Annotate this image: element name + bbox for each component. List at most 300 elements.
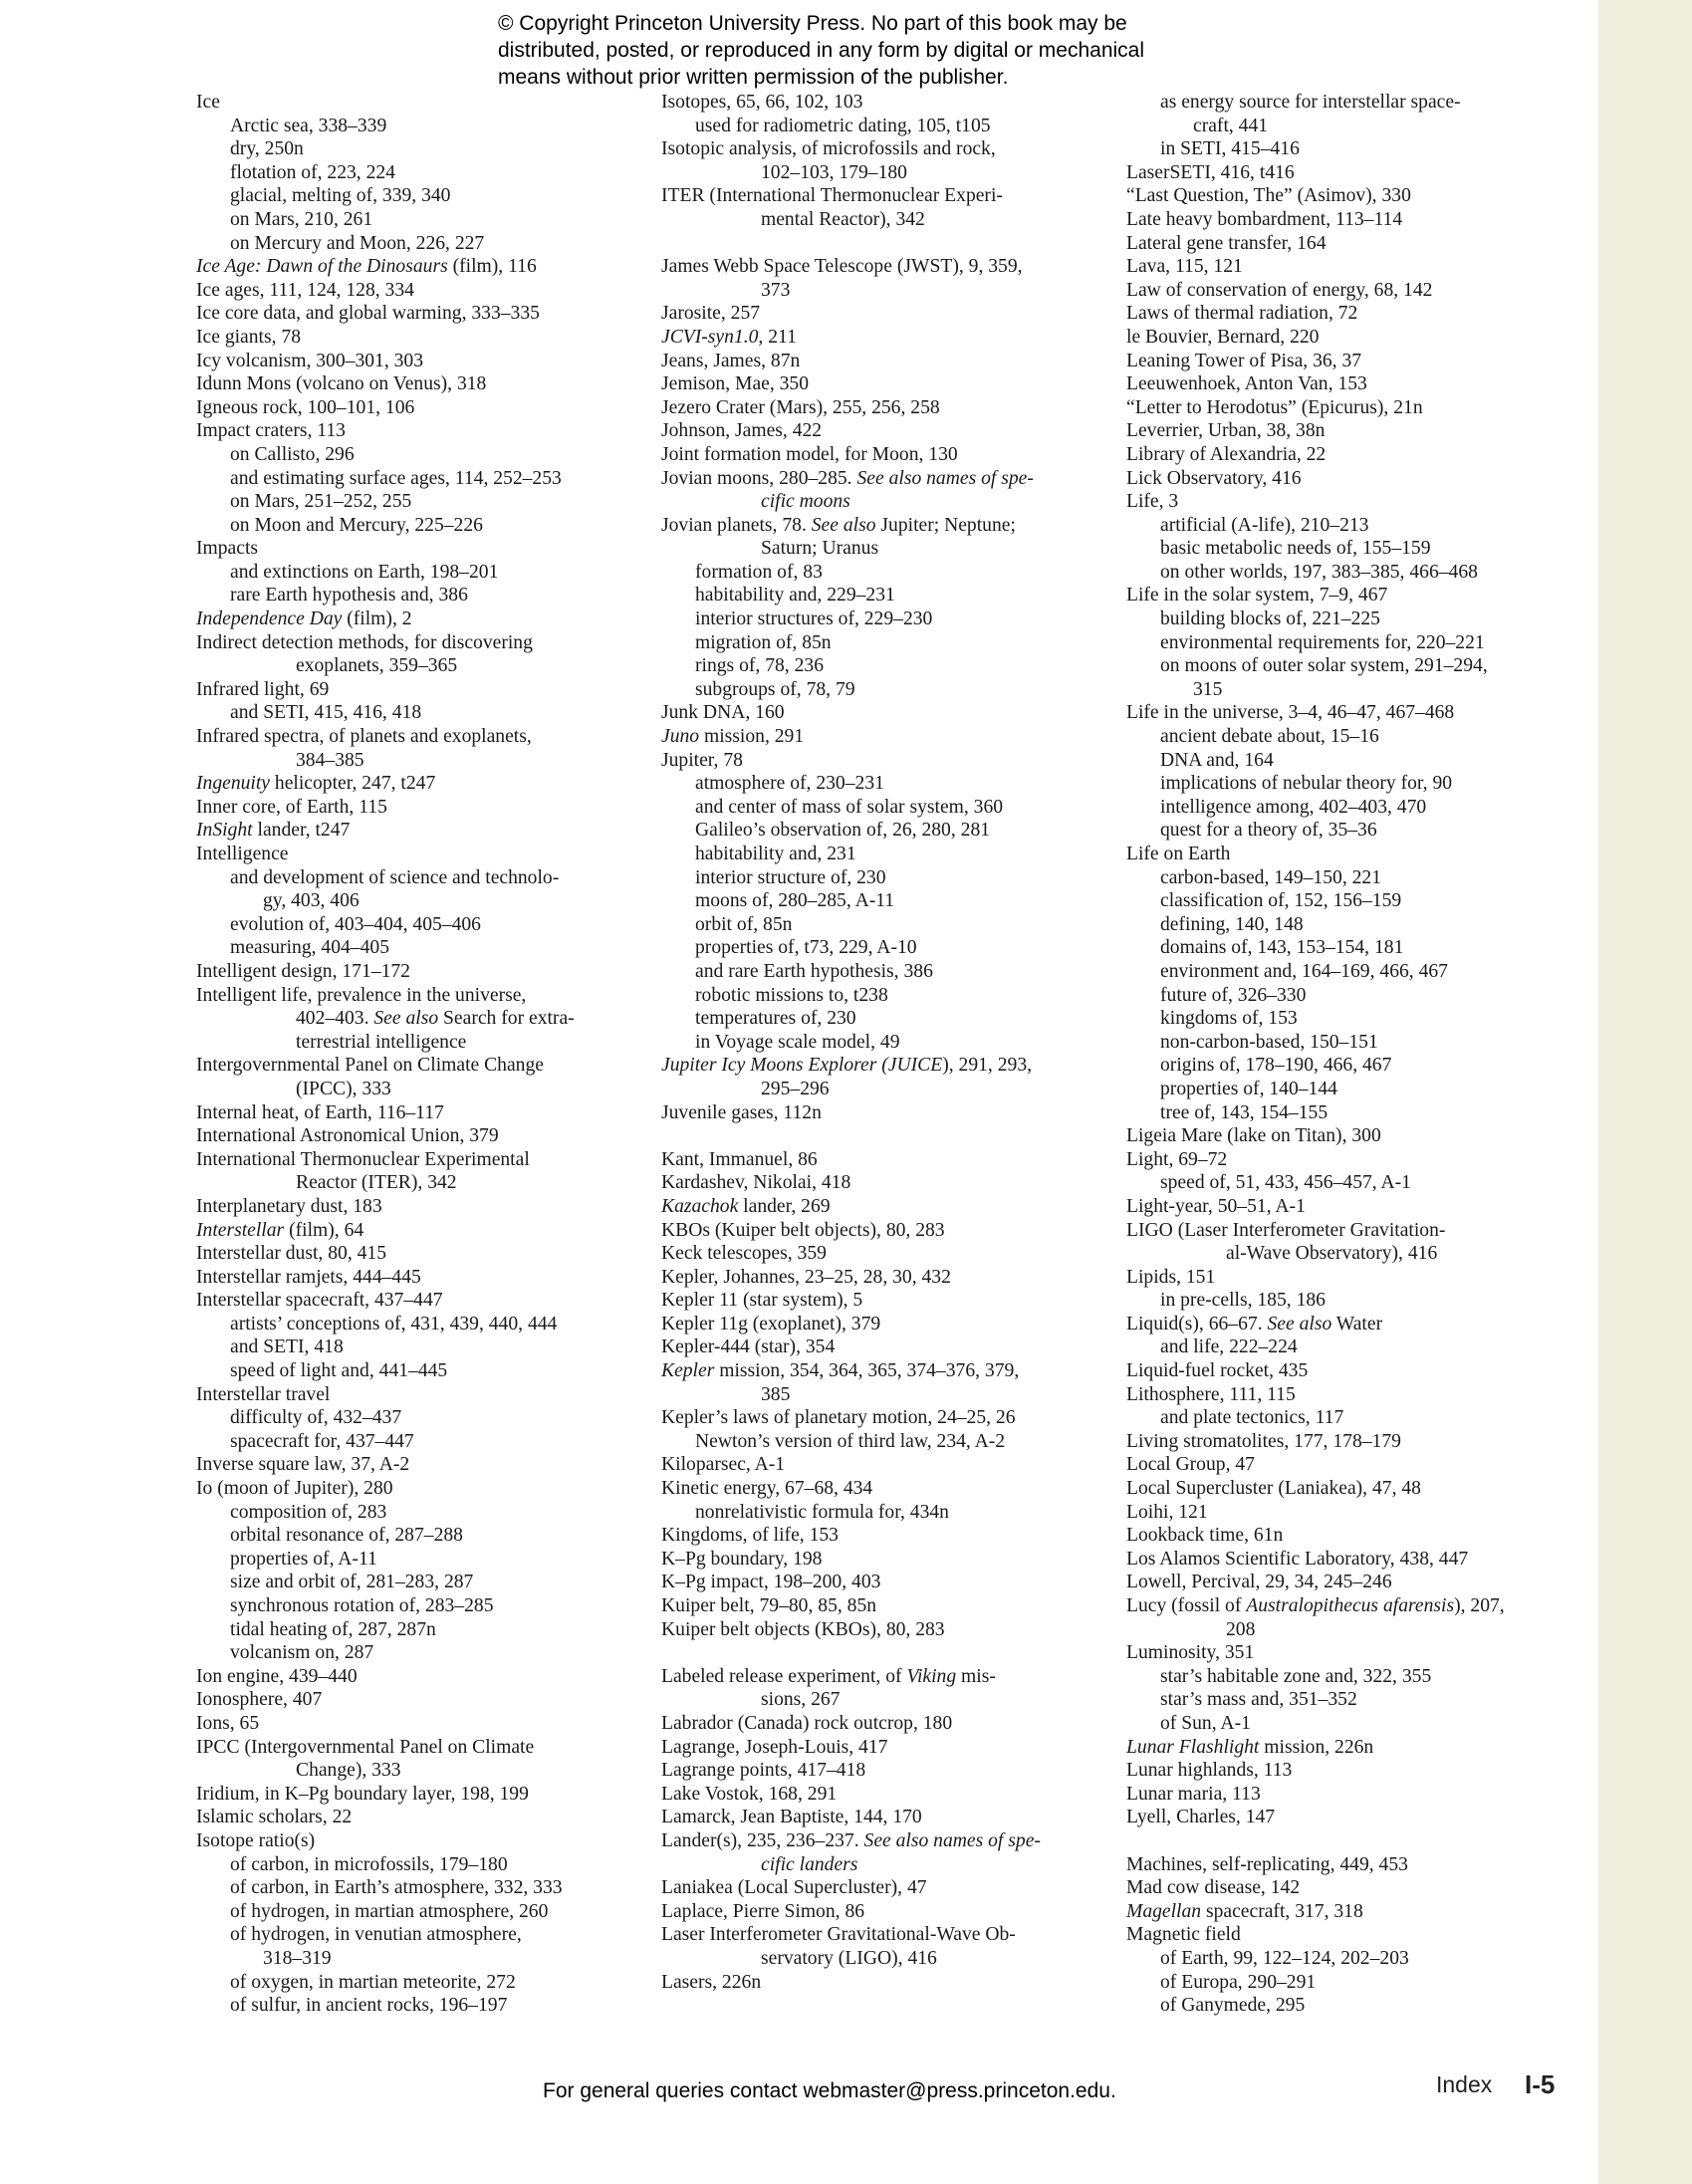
entry-text: interior structures of, 229–230 bbox=[695, 608, 933, 630]
entry-text: JCVI-syn1.0 bbox=[661, 326, 759, 348]
index-continuation bbox=[196, 889, 634, 913]
entry-text: Lava, 115, 121 bbox=[1126, 256, 1243, 278]
entry-text: Infrared light, 69 bbox=[196, 678, 330, 700]
entry-text: glacial, melting of, 339, 340 bbox=[230, 185, 451, 207]
entry-text: DNA and, 164 bbox=[1160, 749, 1274, 771]
index-entry bbox=[1126, 1219, 1565, 1243]
entry-text: Ice core data, and global warming, 333–335 bbox=[196, 303, 540, 325]
section-gap bbox=[661, 1641, 1099, 1665]
index-subentry bbox=[196, 443, 634, 467]
entry-text: InSight bbox=[196, 820, 253, 842]
entry-text: le Bouvier, Bernard, 220 bbox=[1126, 326, 1320, 348]
entry-text: composition of, 283 bbox=[230, 1501, 387, 1523]
index-entry bbox=[196, 960, 634, 984]
entry-text: domains of, 143, 153–154, 181 bbox=[1160, 937, 1404, 959]
index-subentry bbox=[196, 115, 634, 138]
entry-text: mission, 354, 364, 365, 374–376, 379, bbox=[714, 1360, 1020, 1382]
entry-text: Isotope ratio(s) bbox=[196, 1829, 316, 1851]
index-subentry bbox=[1126, 1007, 1565, 1031]
entry-text: and SETI, 415, 416, 418 bbox=[230, 702, 422, 724]
entry-text: Ice giants, 78 bbox=[196, 326, 302, 348]
entry-text: See also names of spe- bbox=[863, 1829, 1041, 1851]
index-subentry bbox=[196, 866, 634, 890]
index-entry bbox=[1126, 1548, 1565, 1572]
index-continuation bbox=[196, 1007, 634, 1031]
index-subentry bbox=[1126, 537, 1565, 561]
index-continuation bbox=[196, 1947, 634, 1971]
index-entry bbox=[661, 1219, 1099, 1243]
index-subentry bbox=[1126, 725, 1565, 749]
running-footer-section: Index bbox=[1436, 2071, 1493, 2097]
index-subentry bbox=[196, 490, 634, 514]
page-margin-strip bbox=[1598, 0, 1692, 2184]
entry-text: Local Group, 47 bbox=[1126, 1454, 1255, 1476]
index-subentry bbox=[661, 1007, 1099, 1031]
index-entry bbox=[661, 1618, 1099, 1642]
entry-text: as energy source for interstellar space- bbox=[1160, 92, 1461, 113]
index-subentry bbox=[661, 631, 1099, 655]
index-entry bbox=[661, 1665, 1099, 1689]
index-entry bbox=[1126, 326, 1565, 350]
index-entry bbox=[196, 725, 634, 749]
entry-text: Life in the solar system, 7–9, 467 bbox=[1126, 585, 1388, 607]
entry-text: Lander(s), 235, 236–237. bbox=[661, 1829, 864, 1851]
index-subentry bbox=[661, 913, 1099, 937]
entry-text: International Astronomical Union, 379 bbox=[196, 1125, 499, 1147]
entry-text: Kepler bbox=[661, 1360, 715, 1382]
index-entry bbox=[196, 843, 634, 866]
index-subentry bbox=[196, 1853, 634, 1877]
entry-text: star’s habitable zone and, 322, 355 bbox=[1160, 1665, 1432, 1687]
entry-text: properties of, t73, 229, A-10 bbox=[695, 937, 917, 959]
index-entry bbox=[661, 467, 1099, 491]
entry-text: Lucy (fossil of bbox=[1126, 1595, 1247, 1616]
index-entry bbox=[1126, 1195, 1565, 1219]
index-entry bbox=[1126, 443, 1565, 467]
index-subentry bbox=[1126, 1665, 1565, 1689]
entry-text: Inner core, of Earth, 115 bbox=[196, 796, 387, 818]
entry-text: Juno bbox=[661, 726, 700, 748]
contact-footer: For general queries contact webmaster@press.princeton.edu. bbox=[543, 2079, 1116, 2102]
entry-text: Impact craters, 113 bbox=[196, 420, 346, 442]
entry-text: 315 bbox=[1193, 678, 1223, 700]
index-continuation bbox=[661, 1853, 1099, 1877]
index-entry bbox=[661, 1923, 1099, 1947]
index-subentry bbox=[196, 1548, 634, 1572]
entry-text: Ingenuity bbox=[196, 773, 270, 795]
index-entry bbox=[1126, 372, 1565, 396]
entry-text: Juvenile gases, 112n bbox=[661, 1101, 822, 1123]
index-entry bbox=[1126, 584, 1565, 607]
page-number: I-5 bbox=[1525, 2069, 1556, 2099]
index-entry bbox=[1126, 1571, 1565, 1594]
index-entry bbox=[661, 1289, 1099, 1313]
index-entry bbox=[196, 1383, 634, 1407]
entry-text: properties of, 140–144 bbox=[1160, 1078, 1337, 1099]
entry-text: tidal heating of, 287, 287n bbox=[230, 1618, 436, 1640]
entry-text: Jovian moons, 280–285. bbox=[661, 467, 857, 489]
entry-text: Iridium, in K–Pg boundary layer, 198, 199 bbox=[196, 1783, 529, 1805]
entry-text: Islamic scholars, 22 bbox=[196, 1807, 353, 1828]
index-entry bbox=[196, 796, 634, 820]
entry-text: volcanism on, 287 bbox=[230, 1642, 374, 1664]
index-subentry bbox=[1126, 1078, 1565, 1101]
entry-text: Jeans, James, 87n bbox=[661, 350, 801, 371]
index-entry bbox=[196, 819, 634, 843]
entry-text: Labrador (Canada) rock outcrop, 180 bbox=[661, 1712, 953, 1734]
entry-text: “Last Question, The” (Asimov), 330 bbox=[1126, 185, 1411, 207]
index-entry bbox=[661, 1054, 1099, 1078]
entry-text: spacecraft for, 437–447 bbox=[230, 1430, 414, 1452]
index-entry bbox=[1126, 1453, 1565, 1477]
entry-text: Kepler 11g (exoplanet), 379 bbox=[661, 1313, 881, 1335]
index-entry bbox=[1126, 1806, 1565, 1829]
index-entry bbox=[1126, 1641, 1565, 1665]
entry-text: Impacts bbox=[196, 538, 259, 560]
entry-text: basic metabolic needs of, 155–159 bbox=[1160, 538, 1431, 560]
index-subentry bbox=[661, 866, 1099, 890]
index-continuation bbox=[661, 1688, 1099, 1712]
entry-text: future of, 326–330 bbox=[1160, 984, 1307, 1006]
entry-text: IPCC (Intergovernmental Panel on Climate bbox=[196, 1736, 535, 1758]
entry-text: on moons of outer solar system, 291–294, bbox=[1160, 655, 1488, 677]
index-subentry bbox=[1126, 561, 1565, 585]
index-entry bbox=[661, 1971, 1099, 1995]
index-entry bbox=[1126, 208, 1565, 232]
entry-text: Lick Observatory, 416 bbox=[1126, 467, 1302, 489]
index-subentry bbox=[661, 843, 1099, 866]
index-subentry bbox=[661, 1031, 1099, 1055]
index-entry bbox=[661, 396, 1099, 420]
index-subentry bbox=[1126, 1054, 1565, 1078]
entry-text: non-carbon-based, 150–151 bbox=[1160, 1031, 1378, 1053]
entry-text: ), 207, bbox=[1454, 1595, 1505, 1616]
entry-text: spacecraft, 317, 318 bbox=[1201, 1900, 1363, 1922]
index-entry bbox=[196, 1195, 634, 1219]
entry-text: Lake Vostok, 168, 291 bbox=[661, 1783, 838, 1805]
entry-text: JUICE bbox=[887, 1055, 943, 1077]
entry-text: Life on Earth bbox=[1126, 844, 1231, 864]
index-entry bbox=[661, 91, 1099, 115]
entry-text: Liquid-fuel rocket, 435 bbox=[1126, 1360, 1309, 1382]
entry-text: Lagrange points, 417–418 bbox=[661, 1760, 866, 1782]
index-entry bbox=[1126, 467, 1565, 491]
entry-text: Kepler-444 (star), 354 bbox=[661, 1336, 836, 1358]
entry-text: Icy volcanism, 300–301, 303 bbox=[196, 350, 424, 371]
index-subentry bbox=[196, 1430, 634, 1454]
entry-text: environment and, 164–169, 466, 467 bbox=[1160, 960, 1448, 982]
index-subentry bbox=[196, 1900, 634, 1924]
entry-text: of hydrogen, in venutian atmosphere, bbox=[230, 1924, 522, 1946]
entry-text: artificial (A-life), 210–213 bbox=[1160, 514, 1369, 536]
index-entry bbox=[196, 302, 634, 326]
index-subentry bbox=[1126, 984, 1565, 1008]
index-entry bbox=[661, 701, 1099, 725]
entry-text: mission, 291 bbox=[699, 726, 805, 748]
entry-text: on Mars, 251–252, 255 bbox=[230, 491, 412, 513]
index-subentry bbox=[196, 584, 634, 607]
entry-text: craft, 441 bbox=[1193, 115, 1269, 136]
index-continuation bbox=[196, 654, 634, 678]
index-entry bbox=[661, 372, 1099, 396]
index-entry bbox=[196, 1712, 634, 1736]
entry-text: mis- bbox=[956, 1665, 996, 1687]
entry-text: kingdoms of, 153 bbox=[1160, 1008, 1298, 1030]
index-entry bbox=[1126, 490, 1565, 514]
entry-text: Isotopes, 65, 66, 102, 103 bbox=[661, 92, 863, 113]
entry-text: KBOs (Kuiper belt objects), 80, 283 bbox=[661, 1219, 945, 1241]
index-entry bbox=[661, 1829, 1099, 1853]
entry-text: measuring, 404–405 bbox=[230, 937, 389, 959]
entry-text: Luminosity, 351 bbox=[1126, 1642, 1255, 1664]
index-entry bbox=[661, 1101, 1099, 1125]
index-entry bbox=[1126, 1359, 1565, 1383]
index-entry bbox=[196, 1054, 634, 1078]
index-entry bbox=[1126, 1266, 1565, 1290]
entry-text: properties of, A-11 bbox=[230, 1548, 377, 1570]
index-continuation bbox=[196, 1031, 634, 1055]
entry-text: habitability and, 229–231 bbox=[695, 585, 895, 607]
index-entry bbox=[1126, 1477, 1565, 1501]
entry-text: Magnetic field bbox=[1126, 1924, 1241, 1946]
entry-text: quest for a theory of, 35–36 bbox=[1160, 820, 1377, 842]
entry-text: Jarosite, 257 bbox=[661, 303, 761, 325]
index-entry bbox=[196, 326, 634, 350]
entry-text: of carbon, in Earth’s atmosphere, 332, 333 bbox=[230, 1877, 563, 1899]
entry-text: Johnson, James, 422 bbox=[661, 420, 823, 442]
index-subentry bbox=[661, 936, 1099, 960]
entry-text: Los Alamos Scientific Laboratory, 438, 447 bbox=[1126, 1548, 1469, 1570]
entry-text: 373 bbox=[761, 279, 791, 301]
entry-text: terrestrial intelligence bbox=[296, 1031, 467, 1053]
entry-text: See also bbox=[811, 514, 876, 536]
index-subentry bbox=[196, 1359, 634, 1383]
index-continuation bbox=[661, 1383, 1099, 1407]
entry-text: rings of, 78, 236 bbox=[695, 655, 824, 677]
index-entry bbox=[661, 1806, 1099, 1829]
entry-text: on Mars, 210, 261 bbox=[230, 208, 373, 230]
entry-text: subgroups of, 78, 79 bbox=[695, 678, 855, 700]
entry-text: dry, 250n bbox=[230, 138, 304, 160]
entry-text: al-Wave Observatory), 416 bbox=[1226, 1243, 1438, 1265]
index-subentry bbox=[196, 1618, 634, 1642]
entry-text: mission, 226n bbox=[1259, 1736, 1374, 1758]
index-subentry bbox=[196, 1571, 634, 1594]
entry-text: Search for extra- bbox=[438, 1008, 575, 1030]
index-continuation bbox=[196, 1171, 634, 1195]
entry-text: sions, 267 bbox=[761, 1689, 841, 1711]
entry-text: Internal heat, of Earth, 116–117 bbox=[196, 1101, 444, 1123]
entry-text: defining, 140, 148 bbox=[1160, 913, 1304, 935]
section-gap bbox=[1126, 1829, 1565, 1853]
entry-text: Mad cow disease, 142 bbox=[1126, 1877, 1301, 1899]
index-entry bbox=[1126, 1900, 1565, 1924]
index-entry bbox=[661, 1335, 1099, 1359]
entry-text: and development of science and technolo- bbox=[230, 866, 560, 888]
entry-text: Independence Day bbox=[196, 608, 343, 630]
index-entry bbox=[661, 1313, 1099, 1336]
index-entry bbox=[661, 514, 1099, 538]
entry-text: Lateral gene transfer, 164 bbox=[1126, 232, 1327, 254]
entry-text: Australopithecus afarensis bbox=[1246, 1595, 1455, 1616]
index-subentry bbox=[1126, 1688, 1565, 1712]
index-entry bbox=[661, 350, 1099, 373]
entry-text: and plate tectonics, 117 bbox=[1160, 1407, 1344, 1429]
entry-text: Lowell, Percival, 29, 34, 245–246 bbox=[1126, 1572, 1392, 1593]
entry-text: cific landers bbox=[761, 1853, 858, 1875]
index-entry bbox=[1126, 1124, 1565, 1148]
entry-text: Leaning Tower of Pisa, 36, 37 bbox=[1126, 350, 1362, 371]
entry-text: rare Earth hypothesis and, 386 bbox=[230, 585, 468, 607]
entry-text: Ligeia Mare (lake on Titan), 300 bbox=[1126, 1125, 1381, 1147]
entry-text: Lunar highlands, 113 bbox=[1126, 1760, 1293, 1782]
entry-text: Saturn; Uranus bbox=[761, 538, 879, 560]
entry-text: star’s mass and, 351–352 bbox=[1160, 1689, 1357, 1711]
index-entry bbox=[1126, 1783, 1565, 1807]
entry-text: Life, 3 bbox=[1126, 491, 1179, 513]
index-subentry bbox=[196, 1501, 634, 1525]
index-subentry bbox=[1126, 631, 1565, 655]
index-entry bbox=[1126, 1313, 1565, 1336]
index-continuation bbox=[196, 1759, 634, 1783]
entry-text: servatory (LIGO), 416 bbox=[761, 1947, 937, 1969]
entry-text: ), 291, 293, bbox=[942, 1055, 1033, 1077]
index-entry bbox=[661, 1406, 1099, 1430]
entry-text: Living stromatolites, 177, 178–179 bbox=[1126, 1430, 1401, 1452]
entry-text: atmosphere of, 230–231 bbox=[695, 773, 884, 795]
index-subentry bbox=[661, 654, 1099, 678]
entry-text: of sulfur, in ancient rocks, 196–197 bbox=[230, 1995, 508, 2017]
index-entry bbox=[196, 631, 634, 655]
entry-text: classification of, 152, 156–159 bbox=[1160, 890, 1402, 912]
index-continuation bbox=[1126, 115, 1565, 138]
entry-text: Lyell, Charles, 147 bbox=[1126, 1807, 1276, 1828]
entry-text: Loihi, 121 bbox=[1126, 1501, 1208, 1523]
entry-text: Kuiper belt objects (KBOs), 80, 283 bbox=[661, 1618, 945, 1640]
entry-text: Jupiter Icy Moons Explorer ( bbox=[661, 1055, 888, 1077]
index-entry bbox=[661, 749, 1099, 773]
entry-text: Labeled release experiment, of bbox=[661, 1665, 907, 1687]
index-continuation bbox=[661, 161, 1099, 185]
entry-text: Late heavy bombardment, 113–114 bbox=[1126, 208, 1403, 230]
index-entry bbox=[196, 537, 634, 561]
index-entry bbox=[1126, 1524, 1565, 1548]
index-subentry bbox=[661, 1430, 1099, 1454]
entry-text: Water bbox=[1331, 1313, 1383, 1335]
entry-text: ancient debate about, 15–16 bbox=[1160, 726, 1379, 748]
entry-text: Magellan bbox=[1126, 1900, 1202, 1922]
index-subentry bbox=[196, 208, 634, 232]
index-continuation bbox=[661, 490, 1099, 514]
index-entry bbox=[661, 1359, 1099, 1383]
entry-text: See also bbox=[373, 1008, 439, 1030]
index-entry bbox=[1126, 1594, 1565, 1618]
entry-text: Interstellar ramjets, 444–445 bbox=[196, 1266, 421, 1288]
index-entry bbox=[196, 607, 634, 631]
entry-text: of hydrogen, in martian atmosphere, 260 bbox=[230, 1900, 549, 1922]
index-subentry bbox=[196, 184, 634, 208]
entry-text: K–Pg boundary, 198 bbox=[661, 1548, 823, 1570]
entry-text: Reactor (ITER), 342 bbox=[296, 1172, 457, 1194]
entry-text: cific moons bbox=[761, 491, 850, 513]
index-subentry bbox=[1126, 1971, 1565, 1995]
index-subentry bbox=[196, 1994, 634, 2018]
entry-text: Jupiter; Neptune; bbox=[875, 514, 1016, 536]
entry-text: lander, 269 bbox=[738, 1195, 831, 1217]
index-entry bbox=[196, 1219, 634, 1243]
index-subentry bbox=[661, 678, 1099, 702]
entry-text: International Thermonuclear Experimental bbox=[196, 1148, 530, 1170]
entry-text: Interstellar travel bbox=[196, 1383, 331, 1405]
index-subentry bbox=[1126, 1335, 1565, 1359]
entry-text: habitability and, 231 bbox=[695, 844, 856, 864]
index-entry bbox=[1126, 843, 1565, 866]
section-gap bbox=[661, 1124, 1099, 1148]
index-subentry bbox=[1126, 91, 1565, 115]
entry-text: Ion engine, 439–440 bbox=[196, 1665, 358, 1687]
entry-text: formation of, 83 bbox=[695, 561, 823, 583]
index-subentry bbox=[1126, 1101, 1565, 1125]
entry-text: (IPCC), 333 bbox=[296, 1078, 391, 1099]
index-subentry bbox=[1126, 607, 1565, 631]
entry-text: Lagrange, Joseph-Louis, 417 bbox=[661, 1736, 888, 1758]
entry-text: LIGO (Laser Interferometer Gravitation- bbox=[1126, 1219, 1446, 1241]
entry-text: Change), 333 bbox=[296, 1760, 401, 1782]
index-entry bbox=[1126, 1430, 1565, 1454]
index-subentry bbox=[196, 1923, 634, 1947]
entry-text: Inverse square law, 37, A-2 bbox=[196, 1454, 410, 1476]
index-entry bbox=[196, 1477, 634, 1501]
index-entry bbox=[661, 1195, 1099, 1219]
entry-text: Interstellar bbox=[196, 1219, 285, 1241]
entry-text: Lunar maria, 113 bbox=[1126, 1783, 1261, 1805]
index-subentry bbox=[196, 1594, 634, 1618]
entry-text: Isotopic analysis, of microfossils and rock, bbox=[661, 138, 996, 160]
index-entry bbox=[661, 725, 1099, 749]
index-entry bbox=[196, 372, 634, 396]
index-continuation bbox=[661, 1947, 1099, 1971]
index-entry bbox=[661, 1876, 1099, 1900]
index-entry bbox=[1126, 396, 1565, 420]
entry-text: Kepler, Johannes, 23–25, 28, 30, 432 bbox=[661, 1266, 951, 1288]
entry-text: Light-year, 50–51, A-1 bbox=[1126, 1195, 1306, 1217]
entry-text: Newton’s version of third law, 234, A-2 bbox=[695, 1430, 1006, 1452]
entry-text: Idunn Mons (volcano on Venus), 318 bbox=[196, 373, 487, 395]
entry-text: Interplanetary dust, 183 bbox=[196, 1195, 382, 1217]
entry-text: 402–403. bbox=[296, 1008, 374, 1030]
index-entry bbox=[1126, 1876, 1565, 1900]
entry-text: of Sun, A-1 bbox=[1160, 1712, 1251, 1734]
entry-text: on Mercury and Moon, 226, 227 bbox=[230, 232, 485, 254]
index-entry bbox=[196, 1148, 634, 1172]
index-entry bbox=[661, 1594, 1099, 1618]
entry-text: 318–319 bbox=[263, 1947, 332, 1969]
entry-text: ITER (International Thermonuclear Experi- bbox=[661, 185, 1003, 207]
entry-text: of Earth, 99, 122–124, 202–203 bbox=[1160, 1947, 1409, 1969]
index-entry bbox=[661, 184, 1099, 208]
index-entry bbox=[1126, 1383, 1565, 1407]
entry-text: environmental requirements for, 220–221 bbox=[1160, 631, 1485, 653]
index-entry bbox=[661, 137, 1099, 161]
entry-text: in pre-cells, 185, 186 bbox=[1160, 1290, 1326, 1312]
entry-text: Kinetic energy, 67–68, 434 bbox=[661, 1478, 873, 1500]
entry-text: Intergovernmental Panel on Climate Change bbox=[196, 1055, 544, 1077]
entry-text: Kardashev, Nikolai, 418 bbox=[661, 1172, 851, 1194]
entry-text: 295–296 bbox=[761, 1078, 830, 1099]
index-subentry bbox=[196, 561, 634, 585]
entry-text: Indirect detection methods, for discovering bbox=[196, 631, 533, 653]
entry-text: Kingdoms, of life, 153 bbox=[661, 1525, 839, 1547]
